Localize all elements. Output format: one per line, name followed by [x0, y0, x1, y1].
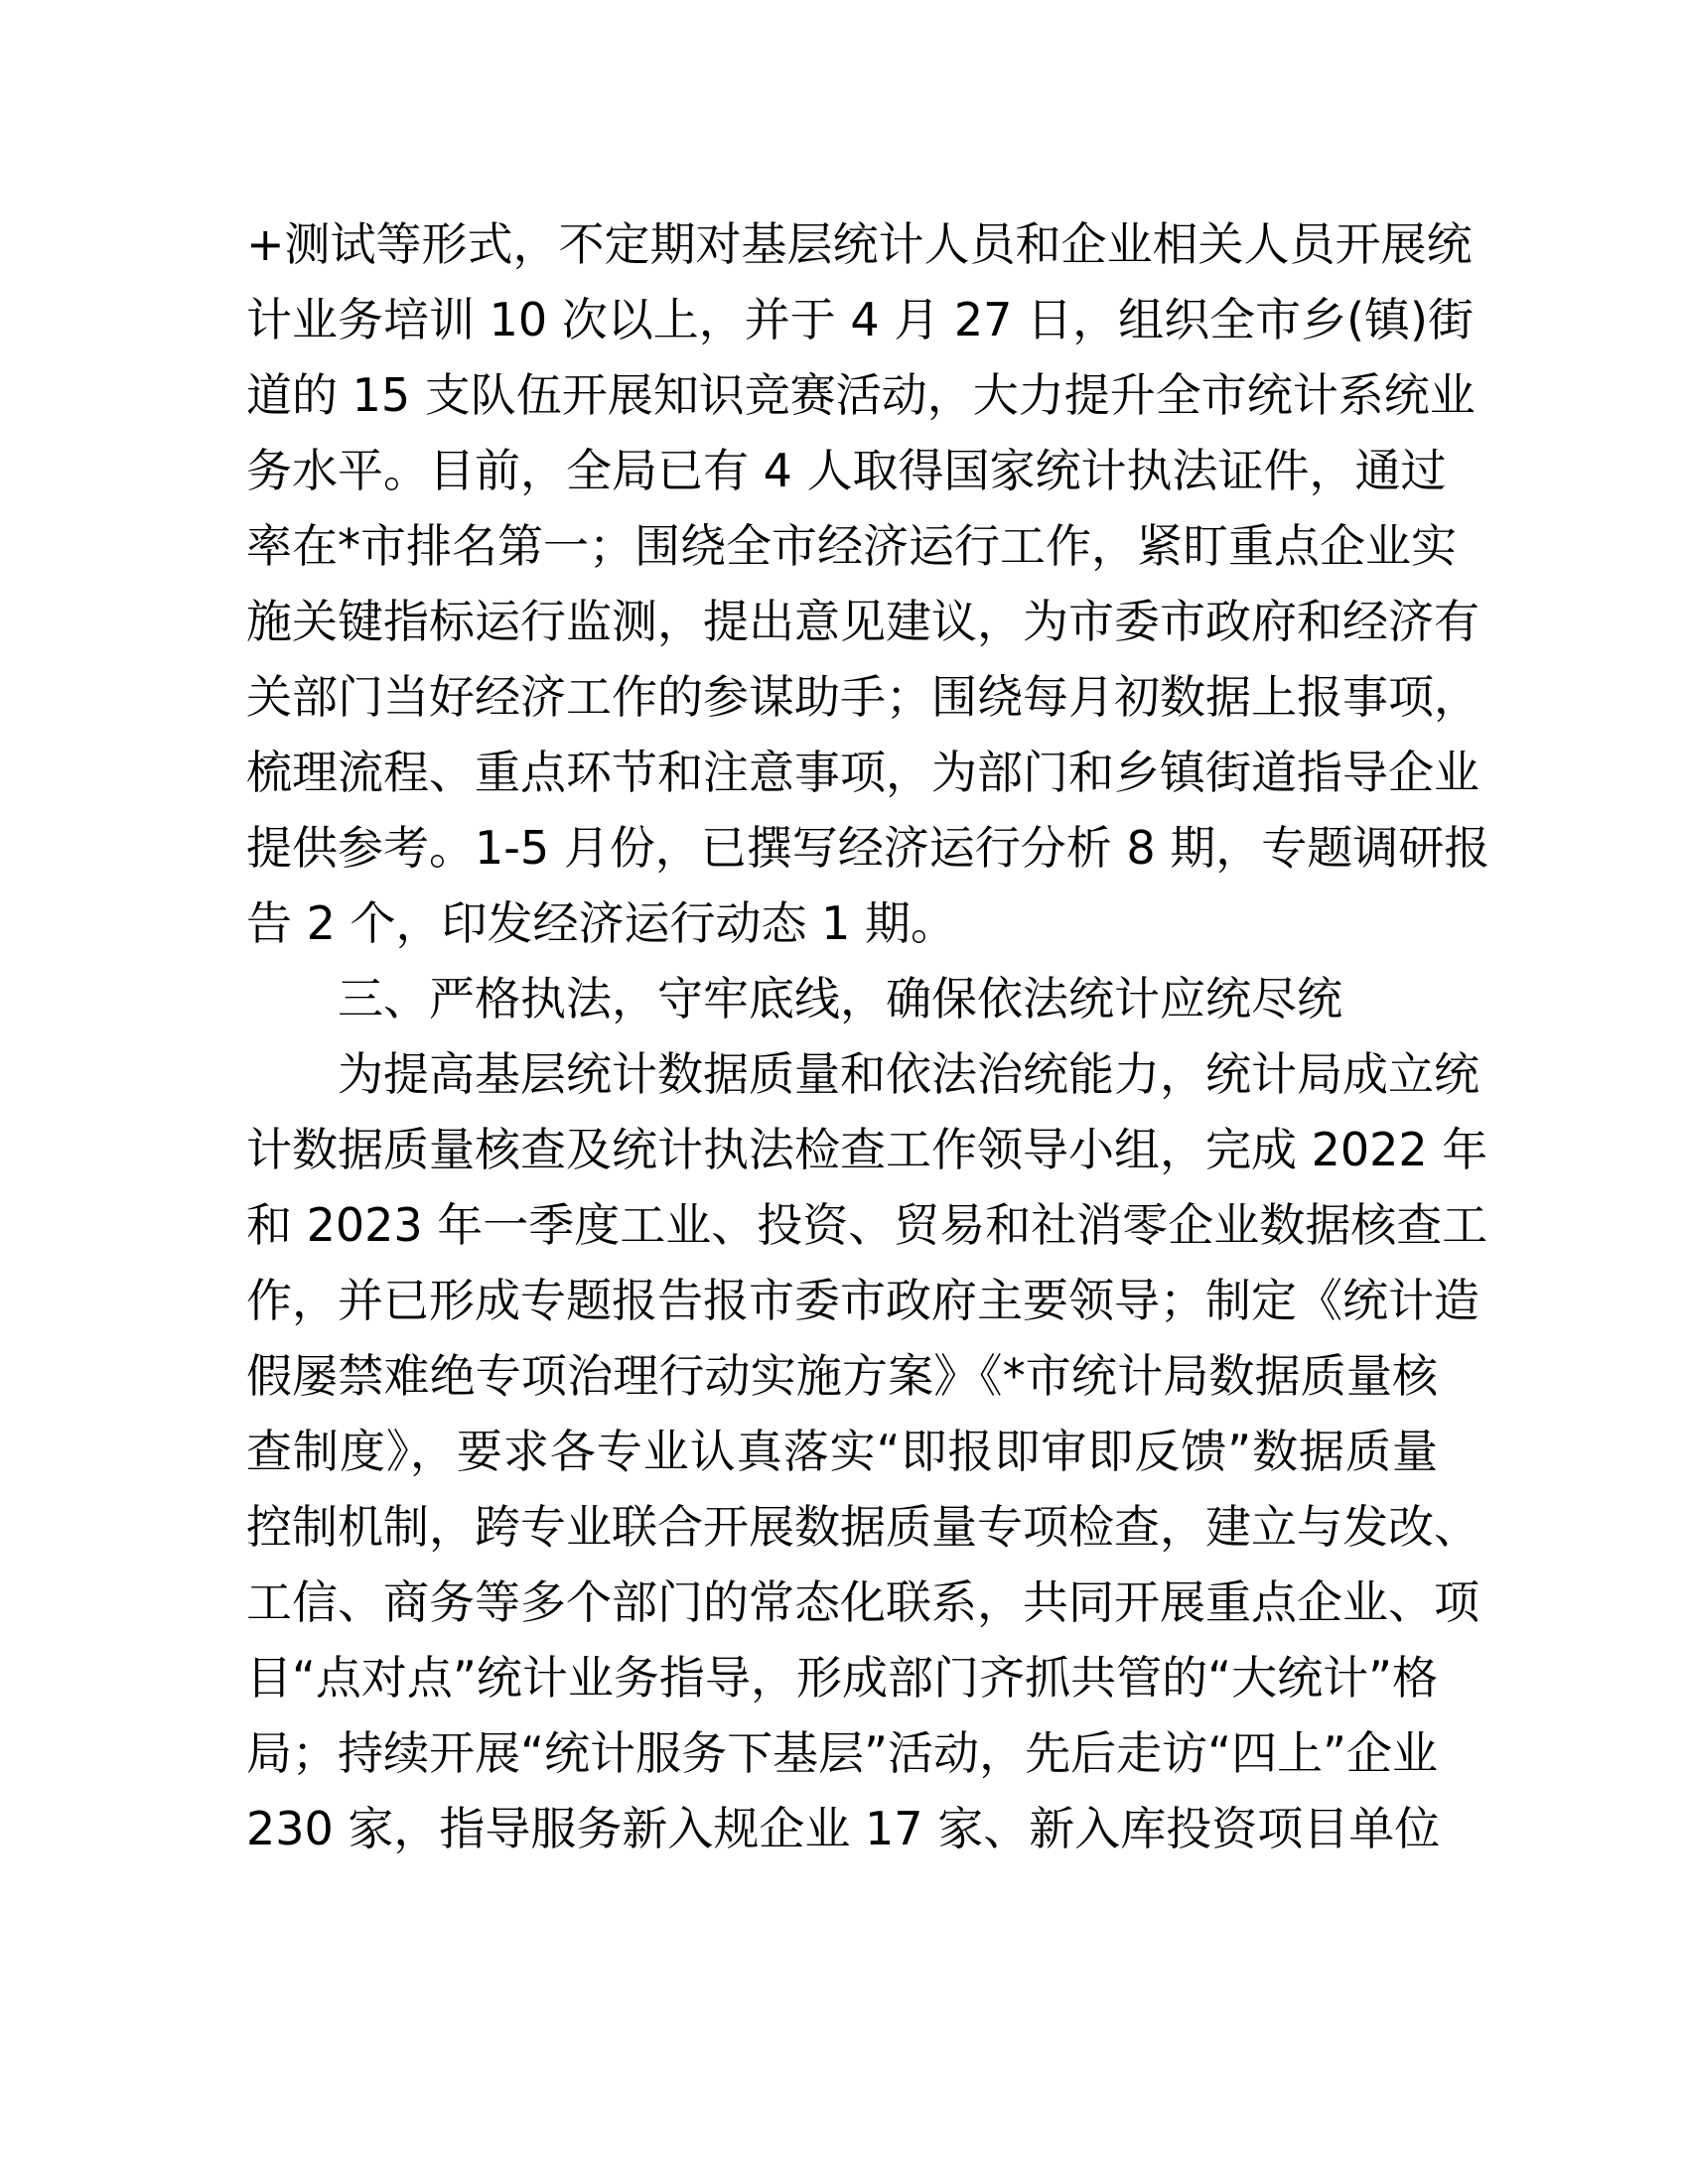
paragraph-2-line: 查制度》，要求各专业认真落实“即报即审即反馈”数据质量: [246, 1425, 1438, 1478]
paragraph-1-line: 告 2 个，印发经济运行动态 1 期。: [246, 896, 957, 950]
paragraph-1-line: 施关键指标运行监测，提出意见建议，为市委市政府和经济有: [246, 595, 1479, 648]
paragraph-2-line: 和 2023 年一季度工业、投资、贸易和社消零企业数据核查工: [246, 1198, 1488, 1252]
paragraph-2-line: 作，并已形成专题报告报市委市政府主要领导；制定《统计造: [246, 1274, 1479, 1327]
document-body: [246, 206, 1490, 1866]
paragraph-2-line: 控制机制，跨专业联合开展数据质量专项检查，建立与发改、: [246, 1500, 1479, 1554]
paragraph-1-line: +测试等形式，不定期对基层统计人员和企业相关人员开展统: [246, 217, 1473, 271]
paragraph-2-line: 230 家，指导服务新入规企业 17 家、新入库投资项目单位: [246, 1802, 1441, 1855]
paragraph-1-line: 计业务培训 10 次以上，并于 4 月 27 日，组织全市乡(镇)街: [246, 293, 1474, 346]
paragraph-2-line: 为提高基层统计数据质量和依法治统能力，统计局成立统: [338, 1047, 1479, 1101]
paragraph-1-line: 梳理流程、重点环节和注意事项，为部门和乡镇街道指导企业: [246, 746, 1479, 799]
paragraph-2-line: 工信、商务等多个部门的常态化联系，共同开展重点企业、项: [246, 1575, 1479, 1629]
paragraph-2-line: 计数据质量核查及统计执法检查工作领导小组，完成 2022 年: [246, 1123, 1488, 1176]
paragraph-2-line: 目“点对点”统计业务指导，形成部门齐抓共管的“大统计”格: [246, 1651, 1438, 1705]
paragraph-1-line: 道的 15 支队伍开展知识竞赛活动，大力提升全市统计系统业: [246, 368, 1476, 422]
section-heading-3: 三、严格执法，守牢底线，确保依法统计应统尽统: [338, 972, 1342, 1025]
paragraph-2-line: 局；持续开展“统计服务下基层”活动，先后走访“四上”企业: [246, 1726, 1438, 1780]
paragraph-1-line: 提供参考。1-5 月份，已撰写经济运行分析 8 期，专题调研报: [246, 821, 1490, 875]
paragraph-1-line: 率在*市排名第一；围绕全市经济运行工作，紧盯重点企业实: [246, 519, 1457, 573]
paragraph-2-line: 假屡禁难绝专项治理行动实施方案》《*市统计局数据质量核: [246, 1349, 1438, 1403]
paragraph-2: [246, 1036, 1488, 1866]
paragraph-1: [246, 206, 1490, 961]
paragraph-1-line: 务水平。目前，全局已有 4 人取得国家统计执法证件，通过: [246, 444, 1447, 497]
paragraph-1-line: 关部门当好经济工作的参谋助手；围绕每月初数据上报事项，: [246, 670, 1479, 724]
